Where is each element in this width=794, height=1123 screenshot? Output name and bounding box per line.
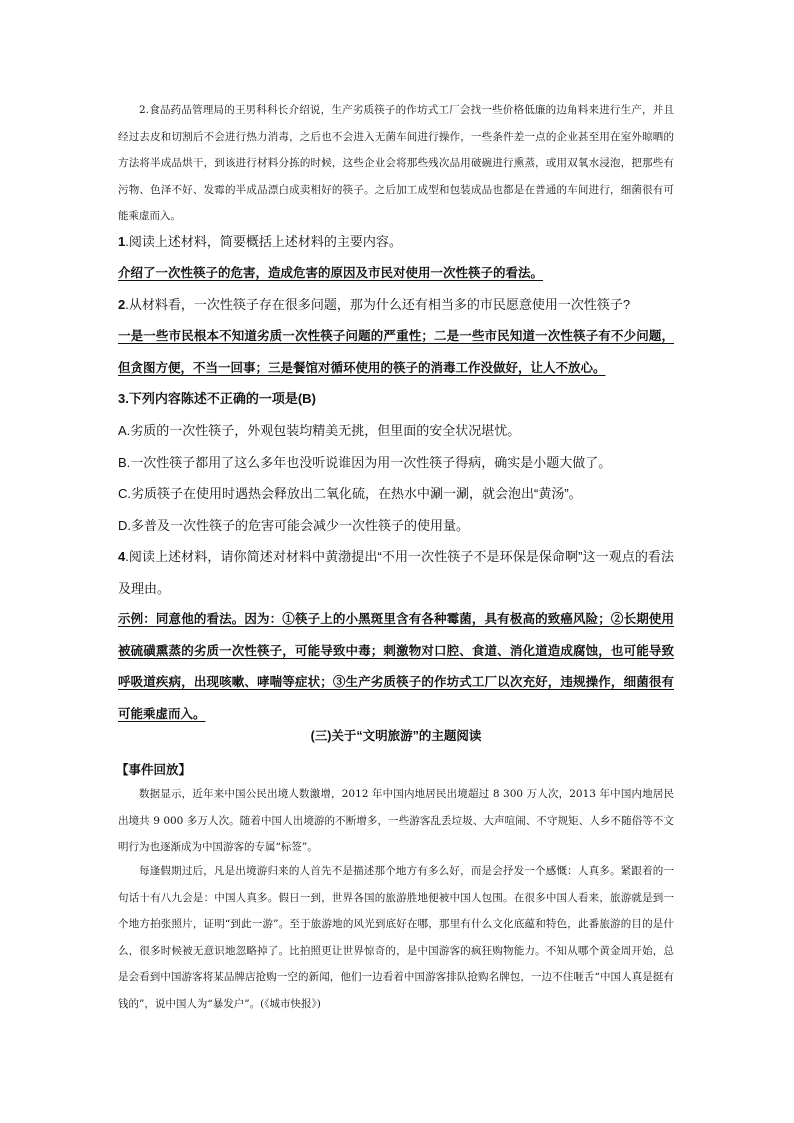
question-number: 1 xyxy=(118,234,126,249)
event-paragraph-1: 数据显示，近年来中国公民出境人数激增，2012 年中国内地居民出境超过 8 300 万人次，2013 年中国内地居民出境共 9 000 多万人次。随着中国人出境游的不断增多，一些游客乱丢垃圾、大声喧闹、不守规矩、人乡不随俗等不文明行为也逐渐成为中国游客的专属“标签”。 xyxy=(118,788,674,854)
option-d: D.多普及一次性筷子的危害可能会减少一次性筷子的使用量。 xyxy=(118,518,470,533)
question-number: 4 xyxy=(118,549,126,564)
answer-1: 介绍了一次性筷子的危害，造成危害的原因及市民对使用一次性筷子的看法。 xyxy=(118,266,544,280)
question-text: .阅读上述材料，简要概括上述材料的主要内容。 xyxy=(125,234,402,249)
option-c: C.劣质筷子在使用时遇热会释放出二氧化硫，在热水中涮一涮，就会泡出“黄汤”。 xyxy=(118,486,582,501)
question-text: .从材料看，一次性筷子存在很多问题，那为什么还有相当多的市民愿意使用一次性筷子? xyxy=(125,297,631,312)
answer-2: 一是一些市民根本不知道劣质一次性筷子问题的严重性；二是一些市民知道一次性筷子有不少问题，但贪图方便，不当一回事；三是餐馆对循环使用的筷子的消毒工作没做好，让人不放心。 xyxy=(118,329,674,375)
question-number: 2 xyxy=(118,297,126,312)
question-1 xyxy=(118,226,674,258)
question-3 xyxy=(118,383,674,415)
event-paragraph-2: 每逢假期过后，凡是出境游归来的人首先不是描述那个地方有多么好，而是会抒发一个感慨：人真多。紧跟着的一句话十有八九会是：中国人真多。假日一到，世界各国的旅游胜地便被中国人包围。在很多中国人看来，旅游就是到一个地方拍张照片，证明“到此一游”。至于旅游地的风光到底好在哪，那里有什么文化底蕴和特色，此番旅游的目的是什么，很多时候被无意识地忽略掉了。比拍照更让世界惊奇的，是中国游客的疯狂购物能力。不知从哪个黄金周开始，总是会看到中国游客将某品牌店抢购一空的新闻，他们一边看着中国游客排队抢购名牌包，一边不住咂舌“中国人真是挺有钱的”，说中国人为“暴发户”。(《城市快报》) xyxy=(118,865,674,1010)
question-text: .下列内容陈述不正确的一项是(B) xyxy=(125,391,316,406)
option-a: A.劣质的一次性筷子，外观包装均精美无挑，但里面的安全状况堪忧。 xyxy=(118,423,521,438)
question-2 xyxy=(118,289,674,321)
event-label: 【事件回放】 xyxy=(116,763,192,777)
option-b: B.一次性筷子都用了这么多年也没听说谁因为用一次性筷子得病，确实是小题大做了。 xyxy=(118,455,612,470)
section-title: (三)关于“文明旅游”的主题阅读 xyxy=(310,729,482,743)
question-4 xyxy=(118,541,674,604)
material-paragraph: 2.食品药品管理局的王男科科长介绍说，生产劣质筷子的作坊式工厂会找一些价格低廉的边角料来进行生产，并且经过去皮和切割后不会进行热力消毒，之后也不会进入无菌车间进行操作，一些条件差一点的企业甚至用在室外晾晒的方法将半成品烘干，到该进行材料分拣的时候，这些企业会将那些残次品用破碗进行熏蒸，或用双氧水浸泡，把那些有污物、色泽不好、发霉的半成品漂白成卖相好的筷子。之后加工成型和包装成品也都是在普通的车间进行，细菌很有可能乘虚而入。 xyxy=(118,104,674,223)
answer-4: 示例：同意他的看法。因为：①筷子上的小黑斑里含有各种霉菌，具有极高的致癌风险；②长期使用被硫磺熏蒸的劣质一次性筷子，可能导致中毒；刺激物对口腔、食道、消化道造成腐蚀，也可能导致呼吸道疾病，出现咳嗽、哮喘等症状；③生产劣质筷子的作坊式工厂以次充好，违规操作，细菌很有可能乘虚而入。 xyxy=(118,612,674,721)
question-number: 3 xyxy=(118,391,126,406)
question-text: .阅读上述材料，请你简述对材料中黄渤提出“不用一次性筷子不是环保是保命啊”这一观点的看法及理由。 xyxy=(118,549,674,596)
